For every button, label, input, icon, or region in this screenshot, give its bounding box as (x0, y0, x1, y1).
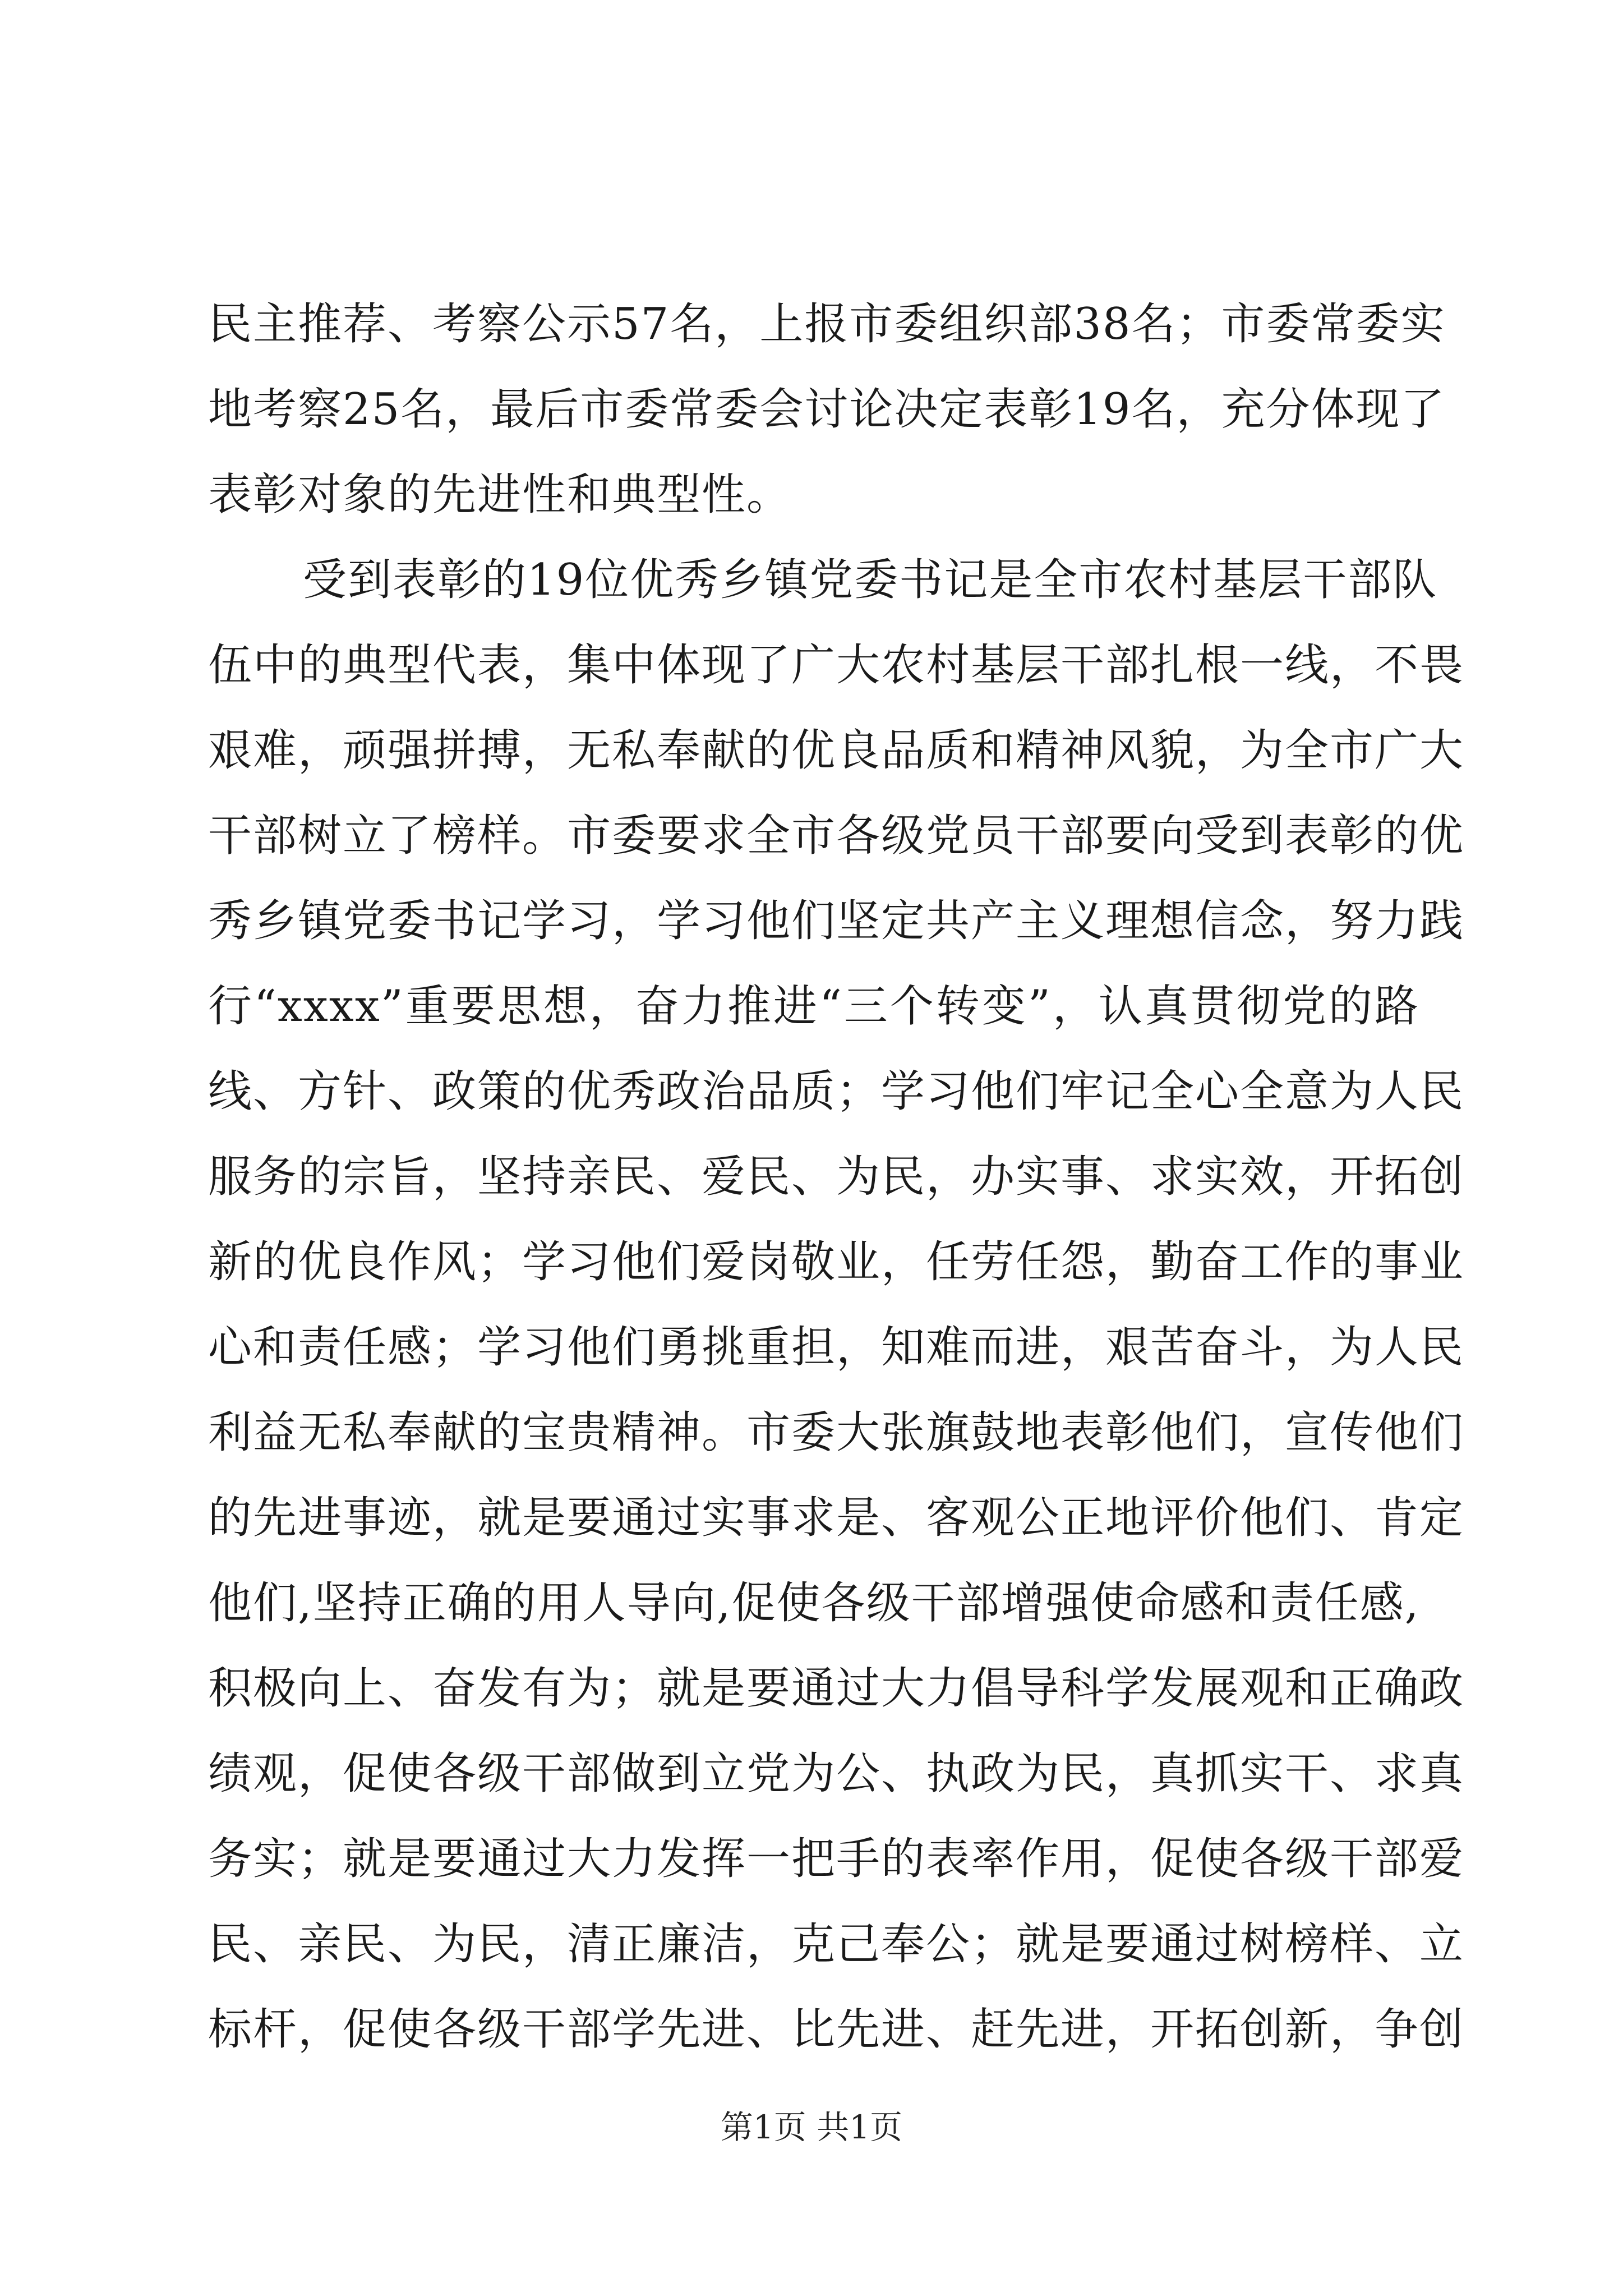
text-line-6: 艰难，顽强拼搏，无私奉献的优良品质和精神风貌，为全市广大 (208, 725, 1465, 776)
text-line-17: 积极向上、奋发有为；就是要通过大力倡导科学发展观和正确政 (208, 1663, 1465, 1714)
text-line-16: 他们,坚持正确的用人导向,促使各级干部增强使命感和责任感, (208, 1578, 1420, 1628)
text-line-12: 新的优良作风；学习他们爱岗敬业，任劳任怨，勤奋工作的事业 (208, 1237, 1465, 1287)
page-footer: 第1页 共1页 (720, 2108, 903, 2146)
text-line-2: 地考察25名，最后市委常委会讨论决定表彰19名，充分体现了 (208, 384, 1446, 435)
text-line-9: 行“xxxx”重要思想，奋力推进“三个转变”，认真贯彻党的路 (208, 981, 1419, 1032)
text-line-19: 务实；就是要通过大力发挥一把手的表率作用，促使各级干部爱 (208, 1834, 1465, 1884)
text-line-5: 伍中的典型代表，集中体现了广大农村基层干部扎根一线，不畏 (208, 640, 1465, 691)
text-line-13: 心和责任感；学习他们勇挑重担，知难而进，艰苦奋斗，为人民 (208, 1322, 1465, 1373)
text-line-1: 民主推荐、考察公示57名，上报市委组织部38名；市委常委实 (208, 299, 1446, 349)
text-line-14: 利益无私奉献的宝贵精神。市委大张旗鼓地表彰他们，宣传他们 (208, 1407, 1465, 1458)
text-line-10: 线、方针、政策的优秀政治品质；学习他们牢记全心全意为人民 (208, 1066, 1465, 1117)
text-line-20: 民、亲民、为民，清正廉洁，克己奉公；就是要通过树榜样、立 (208, 1919, 1465, 1970)
text-line-8: 秀乡镇党委书记学习，学习他们坚定共产主义理想信念，努力践 (208, 896, 1465, 946)
text-line-21: 标杆，促使各级干部学先进、比先进、赶先进，开拓创新，争创 (208, 2004, 1465, 2055)
text-line-3: 表彰对象的先进性和典型性。 (208, 470, 792, 520)
text-line-4: 受到表彰的19位优秀乡镇党委书记是全市农村基层干部队 (303, 555, 1438, 605)
text-line-18: 绩观，促使各级干部做到立党为公、执政为民，真抓实干、求真 (208, 1749, 1465, 1799)
text-line-11: 服务的宗旨，坚持亲民、爱民、为民，办实事、求实效，开拓创 (208, 1152, 1465, 1202)
text-line-7: 干部树立了榜样。市委要求全市各级党员干部要向受到表彰的优 (208, 811, 1465, 861)
text-line-15: 的先进事迹，就是要通过实事求是、客观公正地评价他们、肯定 (208, 1493, 1465, 1543)
